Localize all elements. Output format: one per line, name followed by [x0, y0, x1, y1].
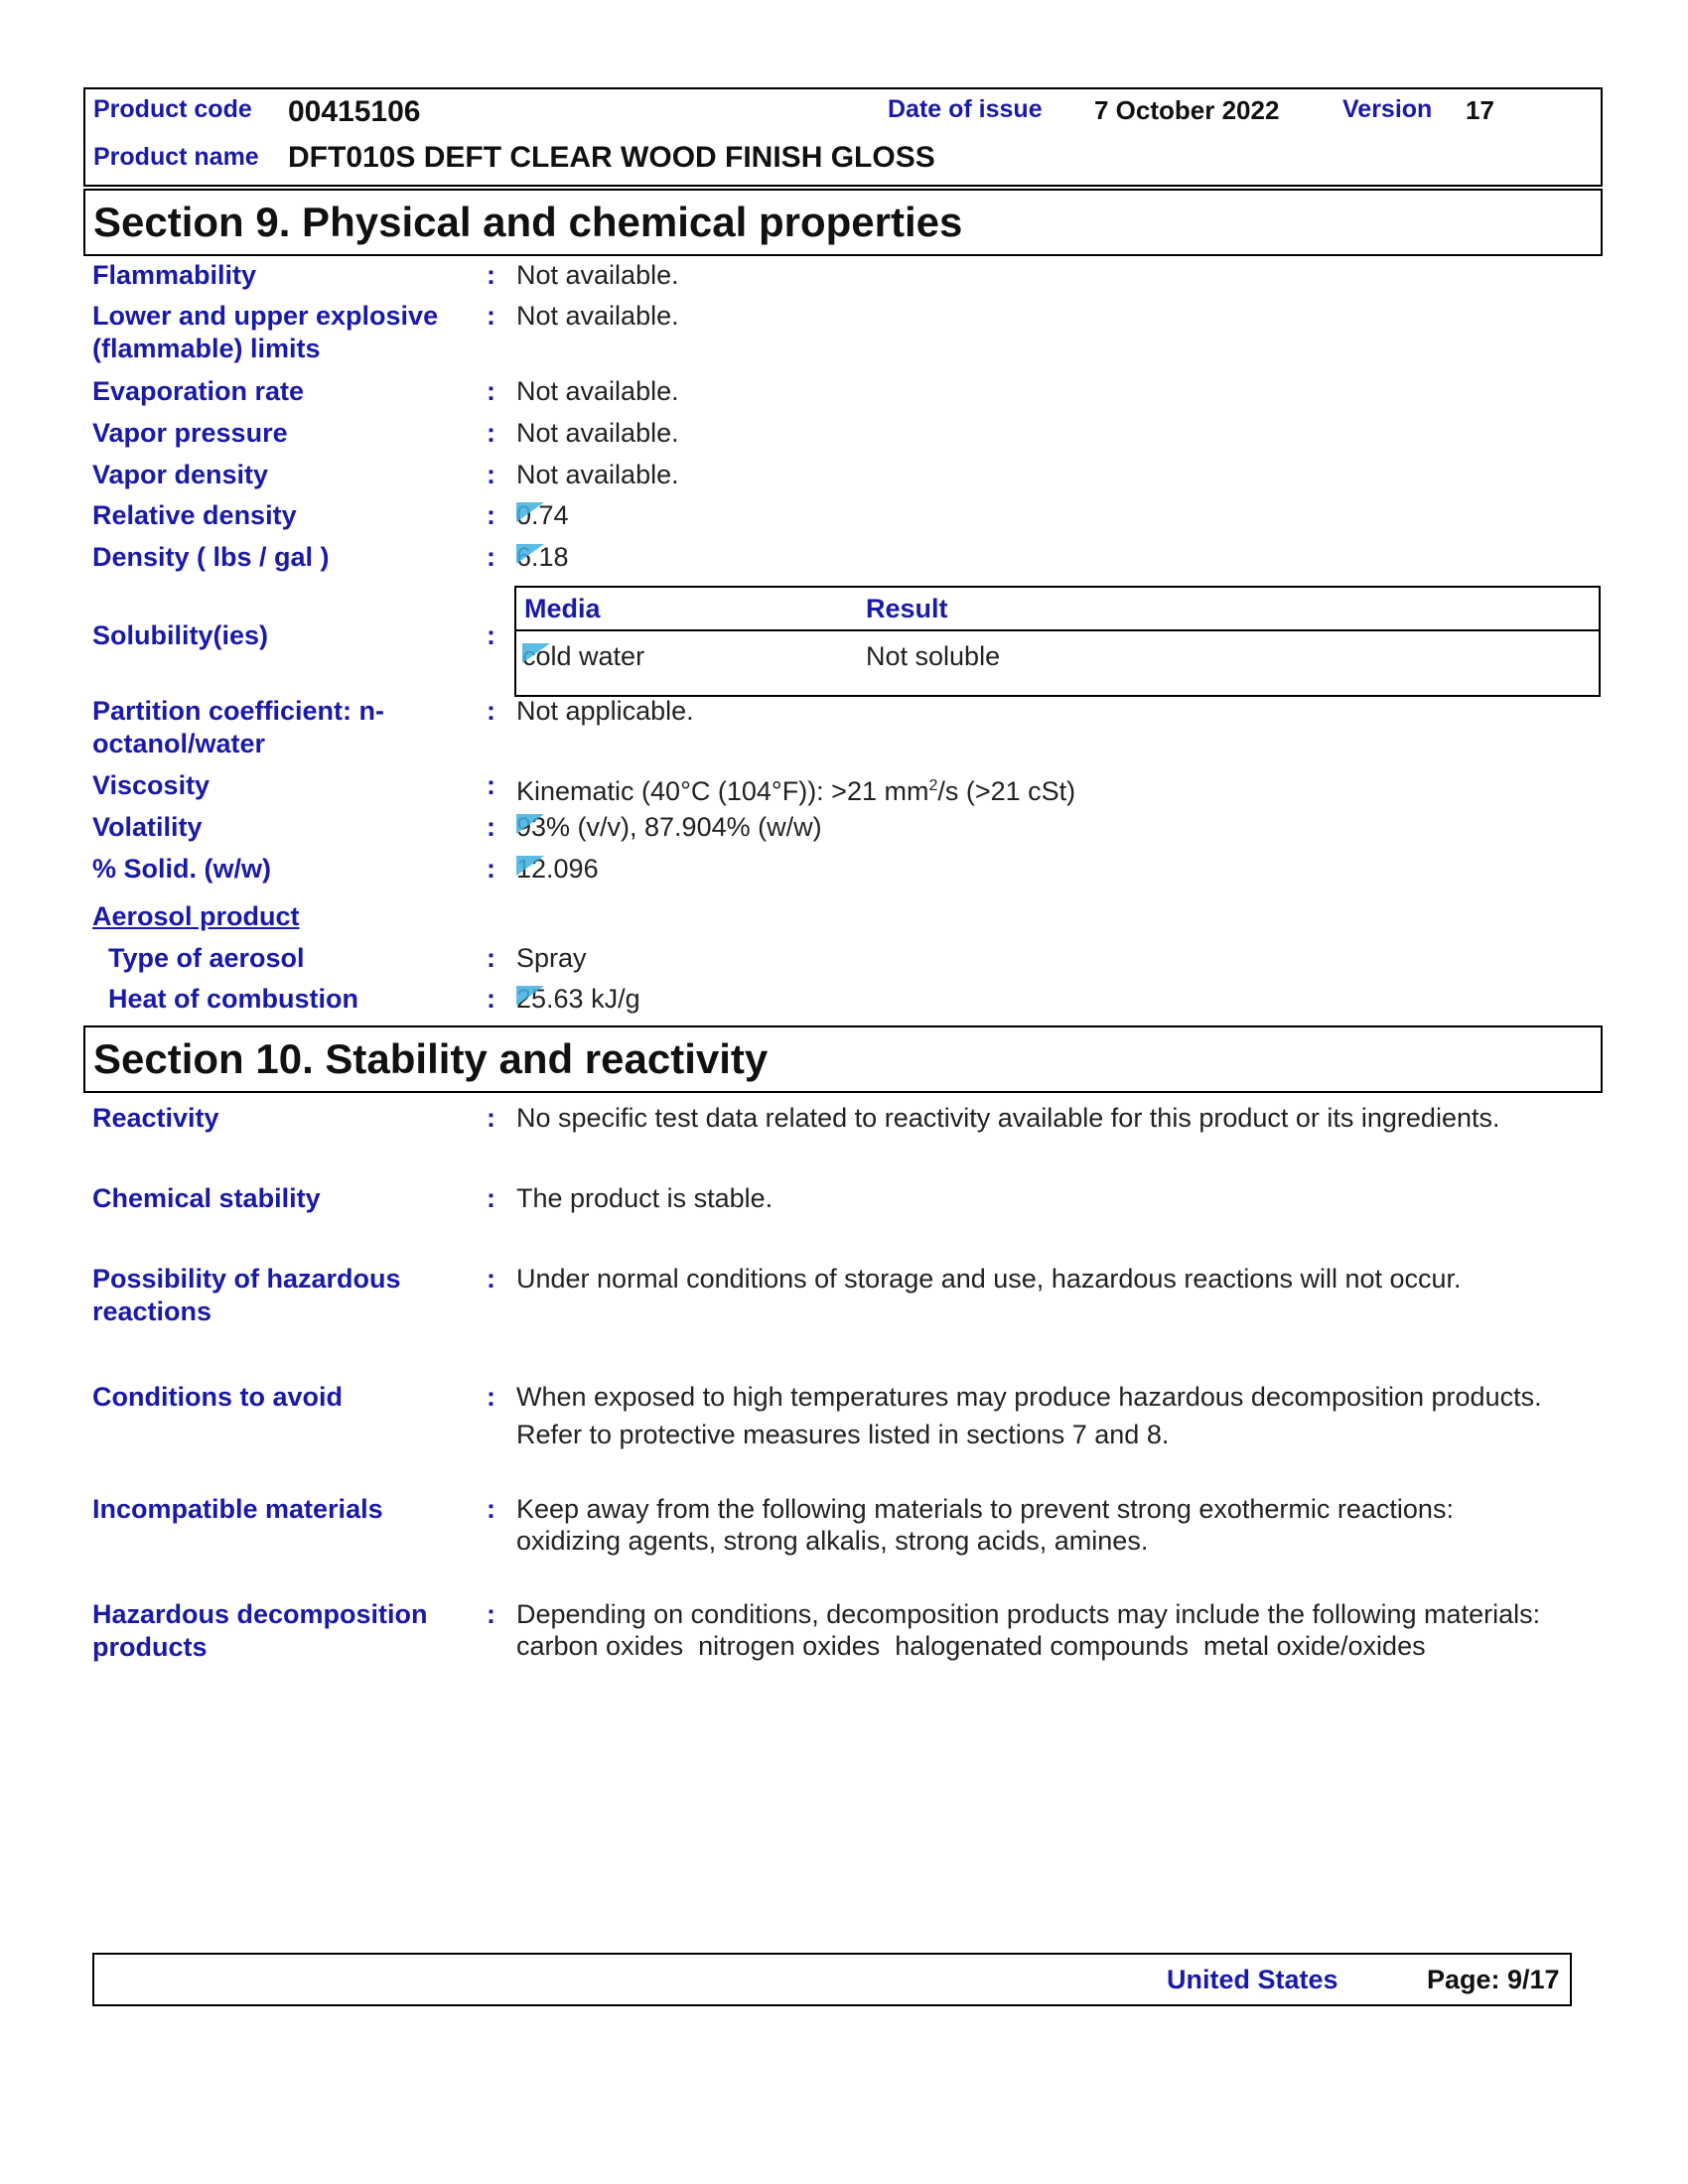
volatility-value-row — [516, 811, 1589, 844]
media-header: Media — [524, 594, 601, 623]
evaporation-rate-label: Evaporation rate — [92, 376, 305, 406]
relative-density-value: 0.74 — [516, 500, 569, 530]
footer-country: United States — [1167, 1965, 1338, 1994]
incompatible-materials-line1: Keep away from the following materials to prevent strong exothermic reactions: — [516, 1494, 1454, 1524]
annotation-marker-icon — [522, 643, 550, 663]
reactivity-value: No specific test data related to reactivity available for this product or its ingredients. — [516, 1103, 1500, 1133]
date-of-issue-label: Date of issue — [888, 95, 1043, 123]
page-footer — [92, 1953, 1572, 2006]
colon: : — [487, 376, 495, 406]
colon: : — [487, 812, 495, 842]
solid-value-row — [516, 853, 1589, 886]
solid-value: 12.096 — [516, 854, 599, 884]
density-value-row — [516, 541, 1589, 574]
colon: : — [487, 1494, 495, 1524]
vapor-density-label: Vapor density — [92, 460, 269, 489]
document-header — [83, 87, 1603, 187]
incompatible-materials-line2: oxidizing agents, strong alkalis, strong acids, amines. — [516, 1526, 1149, 1556]
section-10-title: Section 10. Stability and reactivity — [83, 1025, 1603, 1093]
density-value: 6.18 — [516, 542, 569, 572]
colon: : — [487, 260, 495, 290]
colon: : — [487, 620, 495, 650]
hazardous-decomposition-line2: carbon oxides nitrogen oxides halogenated compounds metal oxide/oxides — [516, 1631, 1426, 1661]
relative-density-label: Relative density — [92, 500, 297, 530]
viscosity-label: Viscosity — [92, 770, 211, 800]
version: 17 — [1466, 95, 1494, 125]
viscosity-value-prefix: Kinematic (40°C (104°F)): >21 mm — [516, 776, 929, 806]
colon: : — [487, 1264, 495, 1294]
product-name-label: Product name — [93, 143, 259, 171]
viscosity-value-sup: 2 — [928, 777, 938, 794]
colon: : — [487, 418, 495, 448]
colon: : — [487, 301, 495, 331]
hazardous-reactions-value: Under normal conditions of storage and use, hazardous reactions will not occur. — [516, 1264, 1462, 1294]
section-9-title: Section 9. Physical and chemical properties — [83, 189, 1603, 256]
hazardous-decomposition-label: Hazardous decomposition products — [92, 1599, 428, 1662]
explosive-limits-label: Lower and upper explosive (flammable) limits — [92, 301, 439, 363]
solid-label: % Solid. (w/w) — [92, 854, 271, 884]
solubility-table — [514, 586, 1601, 697]
annotation-marker-icon — [516, 986, 544, 1006]
volatility-value: 93% (v/v), 87.904% (w/w) — [516, 812, 822, 842]
colon: : — [487, 1599, 495, 1629]
viscosity-value-suffix: /s (>21 cSt) — [937, 776, 1076, 806]
annotation-marker-icon — [516, 502, 544, 522]
page-number: Page: 9/17 — [1427, 1965, 1560, 1994]
colon: : — [487, 500, 495, 530]
flammability-label: Flammability — [92, 260, 257, 290]
partition-coefficient-label: Partition coefficient: n-octanol/water — [92, 696, 385, 758]
aerosol-type-value: Spray — [516, 943, 587, 973]
colon: : — [487, 1103, 495, 1133]
chemical-stability-value: The product is stable. — [516, 1183, 774, 1213]
relative-density-value-row — [516, 499, 1589, 532]
product-name: DFT010S DEFT CLEAR WOOD FINISH GLOSS — [288, 141, 935, 174]
conditions-to-avoid-label: Conditions to avoid — [92, 1382, 343, 1412]
colon: : — [487, 984, 495, 1014]
volatility-label: Volatility — [92, 812, 203, 842]
heat-of-combustion-value: 25.63 kJ/g — [516, 984, 640, 1014]
colon: : — [487, 943, 495, 973]
conditions-to-avoid-line1: When exposed to high temperatures may produce hazardous decomposition products. — [516, 1382, 1542, 1412]
product-code: 00415106 — [288, 95, 421, 128]
hazardous-decomposition-line1: Depending on conditions, decomposition products may include the following materials: — [516, 1599, 1541, 1629]
conditions-to-avoid-line2: Refer to protective measures listed in sections 7 and 8. — [516, 1420, 1170, 1449]
result-header: Result — [866, 594, 948, 623]
product-code-label: Product code — [93, 95, 252, 123]
heat-of-combustion-value-row — [516, 983, 1589, 1016]
annotation-marker-icon — [516, 544, 544, 564]
colon: : — [487, 770, 495, 800]
vapor-density-value: Not available. — [516, 460, 679, 489]
explosive-limits-value: Not available. — [516, 301, 679, 331]
table-cell-result: Not soluble — [866, 641, 1001, 671]
version-label: Version — [1342, 95, 1433, 123]
aerosol-type-label: Type of aerosol — [108, 943, 305, 973]
aerosol-product-link[interactable]: Aerosol product — [92, 901, 300, 931]
viscosity-value — [516, 769, 1589, 808]
colon: : — [487, 460, 495, 489]
evaporation-rate-value: Not available. — [516, 376, 679, 406]
flammability-value: Not available. — [516, 260, 679, 290]
chemical-stability-label: Chemical stability — [92, 1183, 321, 1213]
table-cell-media — [522, 641, 644, 672]
media-value: cold water — [522, 641, 645, 671]
solubility-table-header — [516, 588, 1599, 631]
colon: : — [487, 854, 495, 884]
density-label: Density ( lbs / gal ) — [92, 542, 330, 572]
annotation-marker-icon — [516, 856, 544, 876]
vapor-pressure-value: Not available. — [516, 418, 679, 448]
solubility-label: Solubility(ies) — [92, 620, 269, 650]
partition-coefficient-value: Not applicable. — [516, 696, 694, 726]
incompatible-materials-label: Incompatible materials — [92, 1494, 383, 1524]
colon: : — [487, 696, 495, 726]
heat-of-combustion-label: Heat of combustion — [108, 984, 359, 1014]
colon: : — [487, 1183, 495, 1213]
date-of-issue: 7 October 2022 — [1094, 95, 1280, 125]
colon: : — [487, 542, 495, 572]
reactivity-label: Reactivity — [92, 1103, 219, 1133]
hazardous-reactions-label: Possibility of hazardous reactions — [92, 1264, 401, 1326]
annotation-marker-icon — [516, 814, 544, 834]
colon: : — [487, 1382, 495, 1412]
vapor-pressure-label: Vapor pressure — [92, 418, 288, 448]
